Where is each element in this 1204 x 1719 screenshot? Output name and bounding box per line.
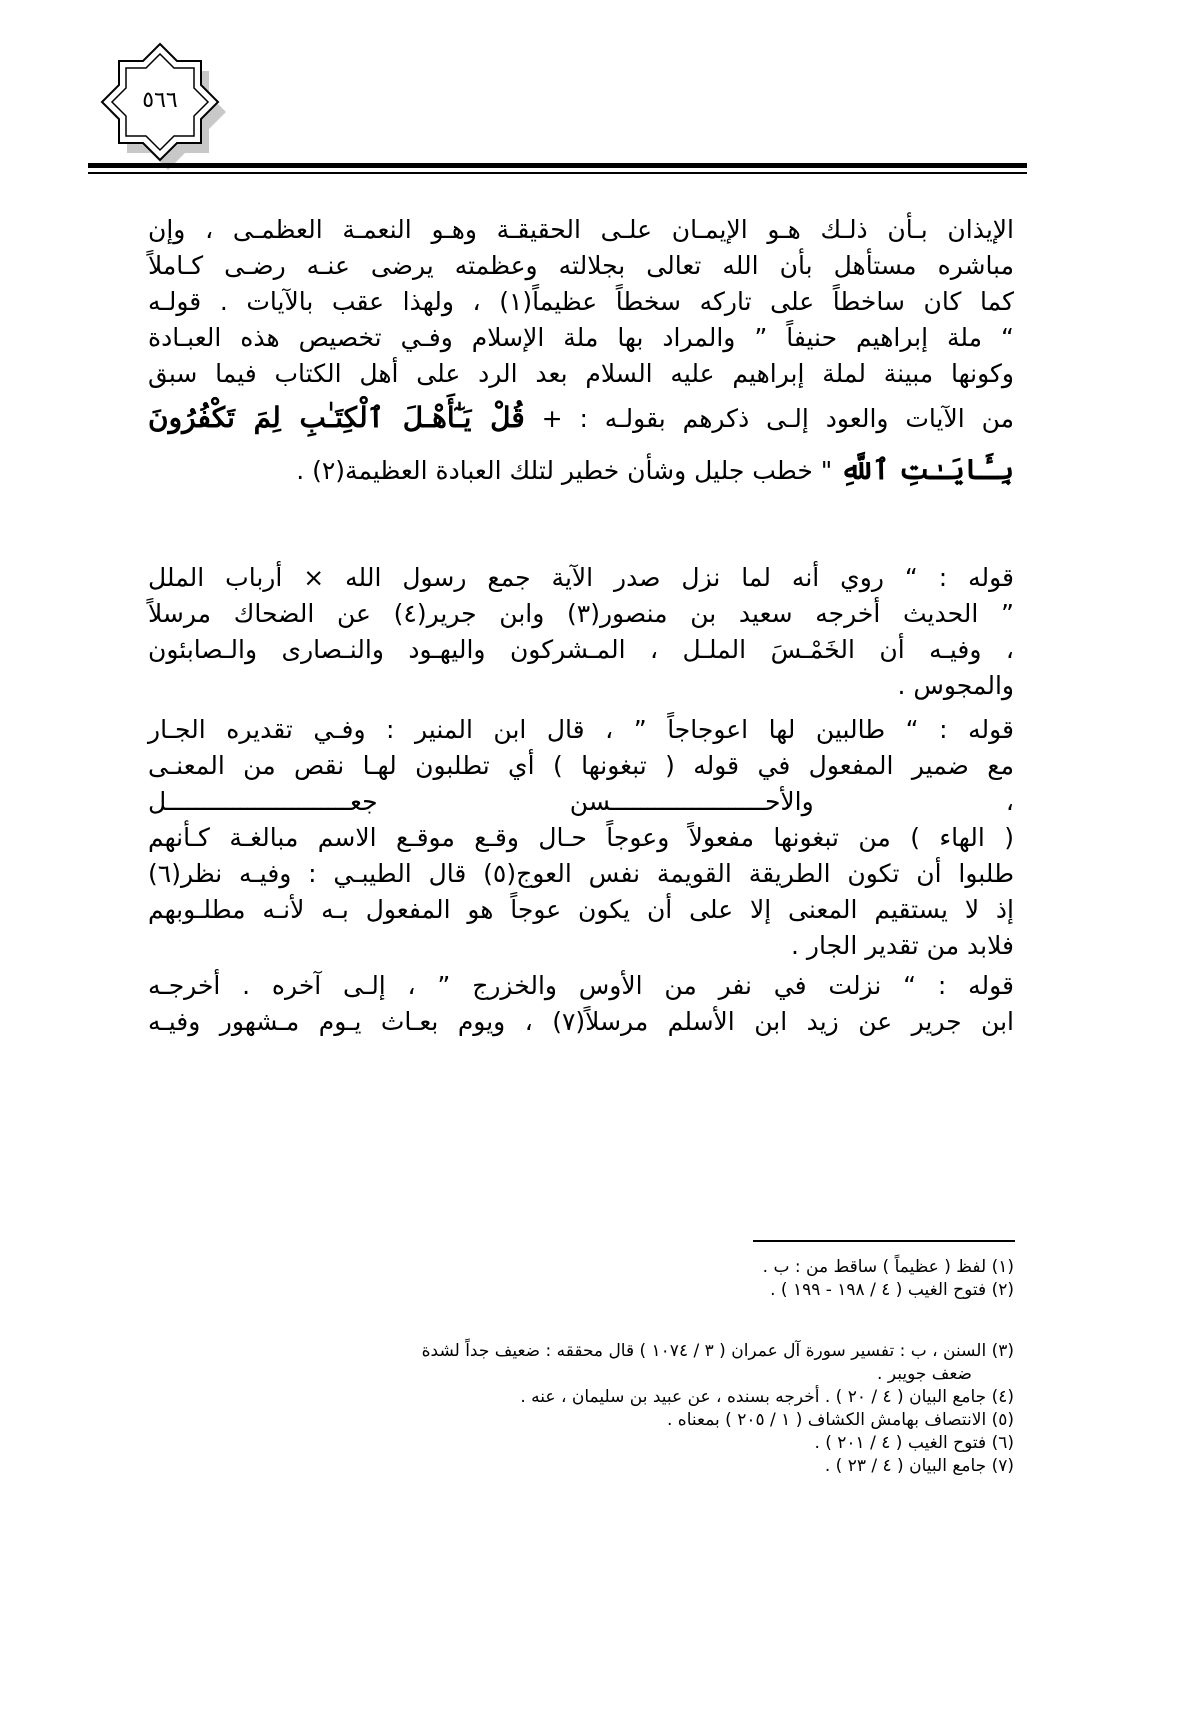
footnote: (٤) جامع البيان ( ٤ / ٢٠ ) . أخرجه بسنده ، عن عبيد بن سليمان ، عنه .	[520, 1387, 1014, 1407]
paragraph-4	[148, 968, 1014, 1040]
text-line: ( الهاء ) من تبغونها مفعولاً وعوجاً حـال وقـع موقـع الاسم مبالغـة كـأنهم	[148, 823, 1014, 852]
quran-verse-continuation: بِـَٔايَـٰتِ ٱللَّهِ	[840, 453, 1014, 486]
text-line: إذ لا يستقيم المعنى إلا على أن يكون عوجاً هو المفعول بـه لأنـه مطلـوبهم	[148, 895, 1014, 924]
page-number: ٥٦٦	[142, 87, 178, 113]
text-segment: " خطب جليل وشأن خطير لتلك العبادة العظيمة(٢) .	[296, 456, 841, 485]
text-line: ” الحديث أخرجه سعيد بن منصور(٣) وابن جرير(٤) عن الضحاك مرسلاً	[148, 599, 1014, 628]
text-line: والمجوس .	[897, 671, 1014, 700]
header-rule-thick	[88, 163, 1027, 168]
text-line: الإيذان بـأن ذلـك هـو الإيمـان علـى الحقيقـة وهـو النعمـة العظمـى ، وإن	[148, 215, 1014, 244]
footnote: (٥) الانتصاف بهامش الكشاف ( ١ / ٢٠٥ ) بمعناه .	[666, 1410, 1014, 1430]
header-rule-thin	[88, 172, 1027, 174]
text-line: ابن جرير عن زيد ابن الأسلم مرسلاً(٧) ، ويوم بعـاث يـوم مـشهور وفيـه	[148, 1007, 1014, 1036]
text-line: ، والأحـــــــــــــــــــــسن جعـــــــــــــــــــــــــل	[148, 787, 1014, 816]
footnote: (٣) السنن ، ب : تفسير سورة آل عمران ( ٣ / ١٠٧٤ ) قال محققه : ضعيف جداً لشدة	[421, 1341, 1014, 1361]
footnotes-group-1	[200, 1256, 1014, 1302]
footnote: (٧) جامع البيان ( ٤ / ٢٣ ) .	[824, 1456, 1014, 1476]
paragraph-1	[148, 212, 1014, 496]
footnote: (١) لفظ ( عظيماً ) ساقط من : ب .	[762, 1257, 1014, 1277]
text-line: قوله : “ نزلت في نفر من الأوس والخزرج ” ، إلـى آخره . أخرجـه	[148, 971, 1014, 1000]
text-line: ، وفيـه أن الخَمْـسَ الملـل ، المـشركون واليهـود والنـصارى والـصابئون	[148, 635, 1014, 664]
text-line: كما كان ساخطاً على تاركه سخطاً عظيماً(١) ، ولهذا عقب بالآيات . قولـه	[148, 287, 1014, 316]
text-line: قوله : “ روي أنه لما نزل صدر الآية جمع رسول الله × أرباب الملل	[148, 563, 1014, 592]
text-line: “ ملة إبراهيم حنيفاً ” والمراد بها ملة الإسلام وفـي تخصيص هذه العبـادة	[148, 323, 1014, 352]
text-line: قوله : “ طالبين لها اعوجاجاً ” ، قال ابن المنير : وفـي تقديره الجـار	[148, 715, 1014, 744]
text-line: مباشره مستأهل بأن الله تعالى بجلالته وعظمته يرضى عنـه رضـى كـاملاً	[148, 251, 1014, 280]
footnote: (٦) فتوح الغيب ( ٤ / ٢٠١ ) .	[814, 1433, 1014, 1453]
text-line: طلبوا أن تكون الطريقة القويمة نفس العوج(٥) قال الطيبـي : وفيـه نظر(٦)	[148, 859, 1014, 888]
paragraph-3	[148, 712, 1014, 964]
footnote: (٢) فتوح الغيب ( ٤ / ١٩٨ - ١٩٩ ) .	[770, 1280, 1014, 1300]
text-segment: من الآيات والعود إلـى ذكرهم بقولـه : +	[524, 404, 1014, 433]
text-line: فلابد من تقدير الجار .	[791, 931, 1014, 960]
footnotes-group-2	[200, 1340, 1014, 1478]
quran-verse: قُلْ يَـٰٓأَهْـلَ ٱلْكِتَـٰبِ لِمَ تَكْفُرُونَ	[148, 401, 525, 434]
page-number-badge	[100, 40, 240, 180]
text-line: مع ضمير المفعول في قوله ( تبغونها ) أي تطلبون لهـا نقص من المعنـى	[148, 751, 1014, 780]
paragraph-2	[148, 560, 1014, 704]
quran-line	[148, 392, 1014, 444]
footnote-continuation: ضعف جويبر .	[877, 1364, 972, 1384]
quran-line-end	[148, 444, 1014, 496]
footnote-separator	[753, 1240, 1015, 1242]
text-line: وكونها مبينة لملة إبراهيم عليه السلام بعد الرد على أهل الكتاب فيما سبق	[148, 359, 1014, 388]
